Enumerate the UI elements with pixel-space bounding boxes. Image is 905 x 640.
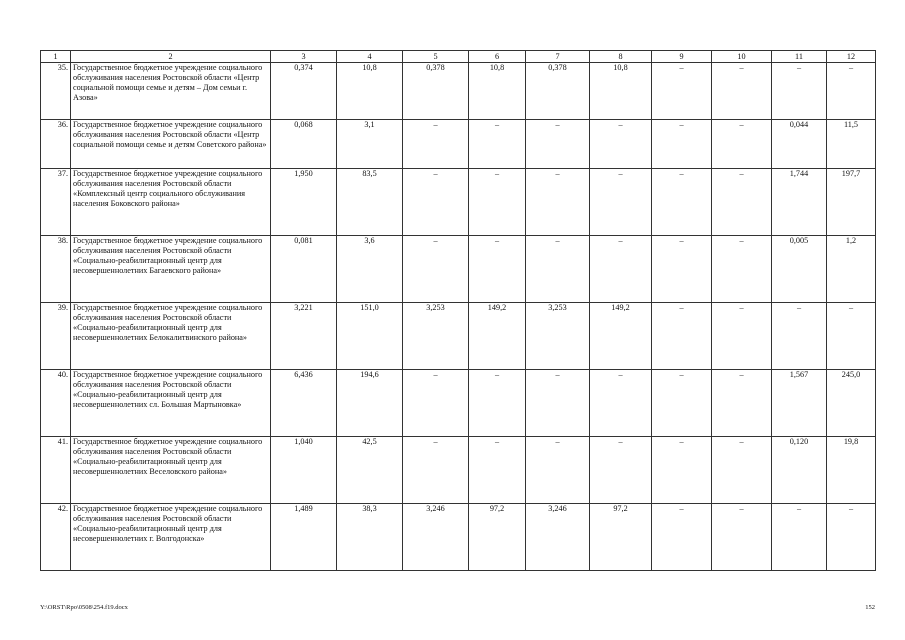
table-row xyxy=(41,236,876,303)
row-number: 38. xyxy=(41,236,71,303)
value-cell-col-9: – xyxy=(652,504,712,571)
value-cell-col-11: 0,120 xyxy=(772,437,827,504)
value-cell-col-11: – xyxy=(772,504,827,571)
value-cell-col-5: – xyxy=(403,437,469,504)
value-cell-col-9: – xyxy=(652,437,712,504)
value-cell-col-11: 1,744 xyxy=(772,169,827,236)
value-cell-col-10: – xyxy=(712,63,772,120)
value-cell-col-4: 3,1 xyxy=(337,120,403,169)
row-number: 36. xyxy=(41,120,71,169)
value-cell-col-5: – xyxy=(403,370,469,437)
value-cell-col-4: 10,8 xyxy=(337,63,403,120)
value-cell-col-4: 3,6 xyxy=(337,236,403,303)
institution-name: Государственное бюджетное учреждение социального обслуживания населения Ростовской области «Социально-реабилитационный центр для несовершеннолетних Веселовского района» xyxy=(71,437,271,504)
value-cell-col-12: 197,7 xyxy=(827,169,876,236)
row-number: 40. xyxy=(41,370,71,437)
row-number: 39. xyxy=(41,303,71,370)
value-cell-col-12: – xyxy=(827,303,876,370)
value-cell-col-4: 42,5 xyxy=(337,437,403,504)
value-cell-col-7: – xyxy=(526,370,590,437)
value-cell-col-12: – xyxy=(827,504,876,571)
value-cell-col-8: – xyxy=(590,120,652,169)
column-header: 5 xyxy=(403,51,469,63)
value-cell-col-12: 1,2 xyxy=(827,236,876,303)
value-cell-col-7: 3,253 xyxy=(526,303,590,370)
column-header: 12 xyxy=(827,51,876,63)
value-cell-col-11: 0,005 xyxy=(772,236,827,303)
value-cell-col-10: – xyxy=(712,236,772,303)
institution-name: Государственное бюджетное учреждение социального обслуживания населения Ростовской области «Социально-реабилитационный центр для несовершеннолетних г. Волгодонска» xyxy=(71,504,271,571)
table-row xyxy=(41,437,876,504)
value-cell-col-7: – xyxy=(526,437,590,504)
value-cell-col-7: – xyxy=(526,120,590,169)
value-cell-col-8: – xyxy=(590,437,652,504)
row-number: 42. xyxy=(41,504,71,571)
value-cell-col-11: – xyxy=(772,63,827,120)
value-cell-col-7: – xyxy=(526,169,590,236)
value-cell-col-11: 0,044 xyxy=(772,120,827,169)
row-number: 37. xyxy=(41,169,71,236)
column-header: 6 xyxy=(469,51,526,63)
value-cell-col-4: 38,3 xyxy=(337,504,403,571)
value-cell-col-3: 1,489 xyxy=(271,504,337,571)
table-row xyxy=(41,63,876,120)
value-cell-col-12: 245,0 xyxy=(827,370,876,437)
value-cell-col-8: 149,2 xyxy=(590,303,652,370)
column-header: 8 xyxy=(590,51,652,63)
value-cell-col-6: – xyxy=(469,437,526,504)
value-cell-col-10: – xyxy=(712,169,772,236)
institution-name: Государственное бюджетное учреждение социального обслуживания населения Ростовской области «Социально-реабилитационный центр для несовершеннолетних Белокалитвинского района» xyxy=(71,303,271,370)
value-cell-col-10: – xyxy=(712,504,772,571)
column-header: 11 xyxy=(772,51,827,63)
value-cell-col-3: 0,068 xyxy=(271,120,337,169)
value-cell-col-9: – xyxy=(652,63,712,120)
table-header-row xyxy=(41,51,876,63)
value-cell-col-8: 97,2 xyxy=(590,504,652,571)
value-cell-col-6: – xyxy=(469,169,526,236)
value-cell-col-8: – xyxy=(590,370,652,437)
value-cell-col-7: 0,378 xyxy=(526,63,590,120)
value-cell-col-5: 0,378 xyxy=(403,63,469,120)
value-cell-col-3: 0,081 xyxy=(271,236,337,303)
column-header: 7 xyxy=(526,51,590,63)
budget-table xyxy=(40,50,876,571)
column-header: 4 xyxy=(337,51,403,63)
value-cell-col-5: – xyxy=(403,236,469,303)
value-cell-col-4: 151,0 xyxy=(337,303,403,370)
value-cell-col-7: 3,246 xyxy=(526,504,590,571)
document-page xyxy=(40,50,875,571)
institution-name: Государственное бюджетное учреждение социального обслуживания населения Ростовской области «Центр социальной помощи семье и детям – Дом семьи г. Азова» xyxy=(71,63,271,120)
value-cell-col-9: – xyxy=(652,120,712,169)
column-header: 10 xyxy=(712,51,772,63)
value-cell-col-12: – xyxy=(827,63,876,120)
value-cell-col-3: 1,950 xyxy=(271,169,337,236)
value-cell-col-10: – xyxy=(712,120,772,169)
value-cell-col-8: – xyxy=(590,169,652,236)
value-cell-col-6: – xyxy=(469,370,526,437)
value-cell-col-3: 3,221 xyxy=(271,303,337,370)
institution-name: Государственное бюджетное учреждение социального обслуживания населения Ростовской области «Комплексный центр социального обслуживания населения Боковского района» xyxy=(71,169,271,236)
value-cell-col-5: – xyxy=(403,169,469,236)
value-cell-col-12: 19,8 xyxy=(827,437,876,504)
value-cell-col-6: – xyxy=(469,120,526,169)
table-row xyxy=(41,169,876,236)
table-row xyxy=(41,370,876,437)
value-cell-col-9: – xyxy=(652,236,712,303)
table-row xyxy=(41,120,876,169)
value-cell-col-6: 97,2 xyxy=(469,504,526,571)
value-cell-col-10: – xyxy=(712,370,772,437)
column-header: 3 xyxy=(271,51,337,63)
value-cell-col-4: 194,6 xyxy=(337,370,403,437)
value-cell-col-5: – xyxy=(403,120,469,169)
value-cell-col-9: – xyxy=(652,370,712,437)
column-header: 1 xyxy=(41,51,71,63)
value-cell-col-5: 3,246 xyxy=(403,504,469,571)
value-cell-col-10: – xyxy=(712,303,772,370)
institution-name: Государственное бюджетное учреждение социального обслуживания населения Ростовской области «Социально-реабилитационный центр для несовершеннолетних Багаевского района» xyxy=(71,236,271,303)
value-cell-col-6: 149,2 xyxy=(469,303,526,370)
row-number: 35. xyxy=(41,63,71,120)
institution-name: Государственное бюджетное учреждение социального обслуживания населения Ростовской области «Социально-реабилитационный центр для несовершеннолетних сл. Большая Мартыновка» xyxy=(71,370,271,437)
value-cell-col-3: 1,040 xyxy=(271,437,337,504)
value-cell-col-9: – xyxy=(652,303,712,370)
row-number: 41. xyxy=(41,437,71,504)
table-row xyxy=(41,303,876,370)
value-cell-col-6: 10,8 xyxy=(469,63,526,120)
value-cell-col-11: – xyxy=(772,303,827,370)
value-cell-col-9: – xyxy=(652,169,712,236)
page-number: 152 xyxy=(865,604,875,611)
value-cell-col-8: 10,8 xyxy=(590,63,652,120)
table-row xyxy=(41,504,876,571)
value-cell-col-11: 1,567 xyxy=(772,370,827,437)
column-header: 9 xyxy=(652,51,712,63)
column-header: 2 xyxy=(71,51,271,63)
value-cell-col-6: – xyxy=(469,236,526,303)
value-cell-col-12: 11,5 xyxy=(827,120,876,169)
value-cell-col-8: – xyxy=(590,236,652,303)
value-cell-col-4: 83,5 xyxy=(337,169,403,236)
file-path: Y:\ORST\Rpo\0508\254.f19.docx xyxy=(40,604,128,611)
value-cell-col-10: – xyxy=(712,437,772,504)
institution-name: Государственное бюджетное учреждение социального обслуживания населения Ростовской области «Центр социальной помощи семье и детям Советского района» xyxy=(71,120,271,169)
value-cell-col-3: 6,436 xyxy=(271,370,337,437)
value-cell-col-5: 3,253 xyxy=(403,303,469,370)
value-cell-col-3: 0,374 xyxy=(271,63,337,120)
value-cell-col-7: – xyxy=(526,236,590,303)
